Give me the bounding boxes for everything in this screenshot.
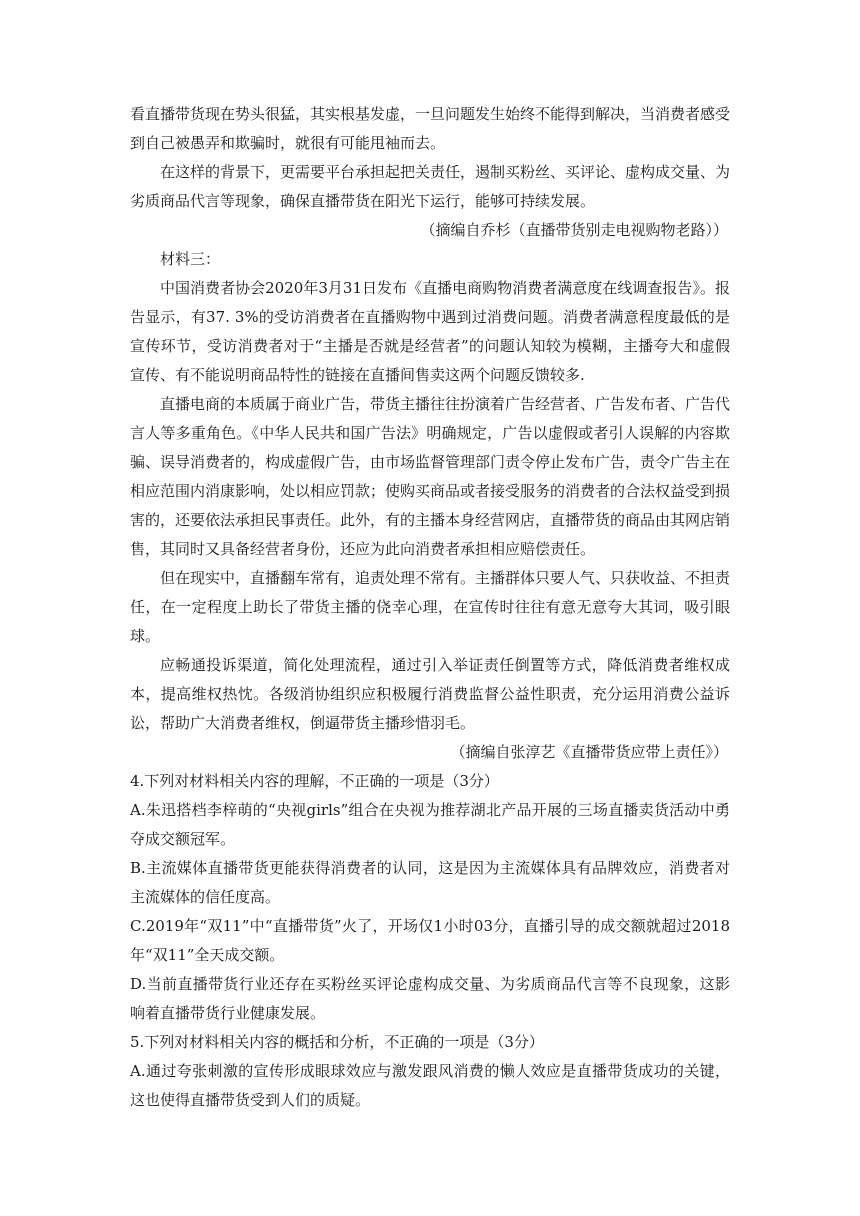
question-4-option-a: A.朱迅搭档李梓萌的“央视girls”组合在央视为推荐湖北产品开展的三场直播卖货活动中勇夺成交额冠军。 (130, 801, 730, 848)
paragraph-5: 但在现实中，直播翻车常有，追责处理不常有。主播群体只要人气、只获收益、不担责任，在一定程度上助长了带货主播的侥幸心理，在宣传时往往有意无意夸大其词，吸引眼球。 (130, 569, 731, 645)
paragraph-3: 中国消费者协会2020年3月31日发布《直播电商购物消费者满意度在线调查报告》。报告显示，有37. 3%的受访消费者在直播购物中遇到过消费问题。消费者满意程度最低的是宣传环节，受访消费者对于“主播是否就是经营者”的问题认知较为模糊，主播夸大和虚假宣传、有不能说明商品特性的链接在直播间售卖这两个问题反馈较多. (130, 279, 730, 384)
paragraph-4: 直播电商的本质属于商业广告，带货主播往往扮演着广告经营者、广告发布者、广告代言人等多重角色。《中华人民共和国广告法》明确规定，广告以虚假或者引人误解的内容欺骗、误导消费者的，构成虚假广告，由市场监督管理部门责令停止发布广告，责令广告主在相应范围内消康影响，处以相应罚款；使购买商品或者接受服务的消费者的合法权益受到损害的，还要依法承担民事责任。此外，有的主播本身经营网店，直播带货的商品由其网店销售，其同时又具备经营者身份，还应为此向消费者承担相应赔偿责任。 (130, 395, 731, 558)
question-4-stem: 4.下列对材料相关内容的理解，不正确的一项是（3分） (130, 772, 499, 790)
source-citation-1: （摘编自乔杉（直播带货别走电视购物老路）） (420, 221, 728, 239)
question-4-option-b: B.主流媒体直播带货更能获得消费者的认同，这是因为主流媒体具有品牌效应，消费者对主流媒体的信任度高。 (130, 859, 730, 906)
material-three-heading: 材料三： (160, 250, 221, 268)
question-4-option-d: D.当前直播带货行业还存在买粉丝买评论虚构成交量、为劣质商品代言等不良现象，这影响着直播带货行业健康发展。 (130, 975, 730, 1022)
question-4-option-c: C.2019年“双11”中“直播带货”火了，开场仅1小时03分，直播引导的成交额就超过2018年“双11”全天成交额。 (130, 917, 730, 964)
paragraph-1: 看直播带货现在势头很猛，其实根基发虚，一旦问题发生始终不能得到解决，当消费者感受到自己被愚弄和欺骗时，就很有可能甩袖而去。 (130, 105, 731, 152)
document-page (130, 100, 730, 1115)
paragraph-6: 应畅通投诉渠道，简化处理流程，通过引入举证责任倒置等方式，降低消费者维权成本，提高维权热忱。各级消协组织应积极履行消费监督公益性职责，充分运用消费公益诉讼，帮助广大消费者维权，倒逼带货主播珍惜羽毛。 (130, 656, 730, 732)
question-5-option-a: A.通过夸张刺激的宣传形成眼球效应与激发跟风消费的懒人效应是直播带货成功的关键，这也使得直播带货受到人们的质疑。 (130, 1062, 730, 1109)
question-5-stem: 5.下列对材料相关内容的概括和分析，不正确的一项是（3分） (130, 1033, 544, 1051)
paragraph-2: 在这样的背景下，更需要平台承担起把关责任，遏制买粉丝、买评论、虚构成交量、为劣质商品代言等现象，确保直播带货在阳光下运行，能够可持续发展。 (130, 163, 731, 210)
source-citation-2: （摘编自张淳艺《直播带货应带上责任》） (450, 743, 728, 761)
